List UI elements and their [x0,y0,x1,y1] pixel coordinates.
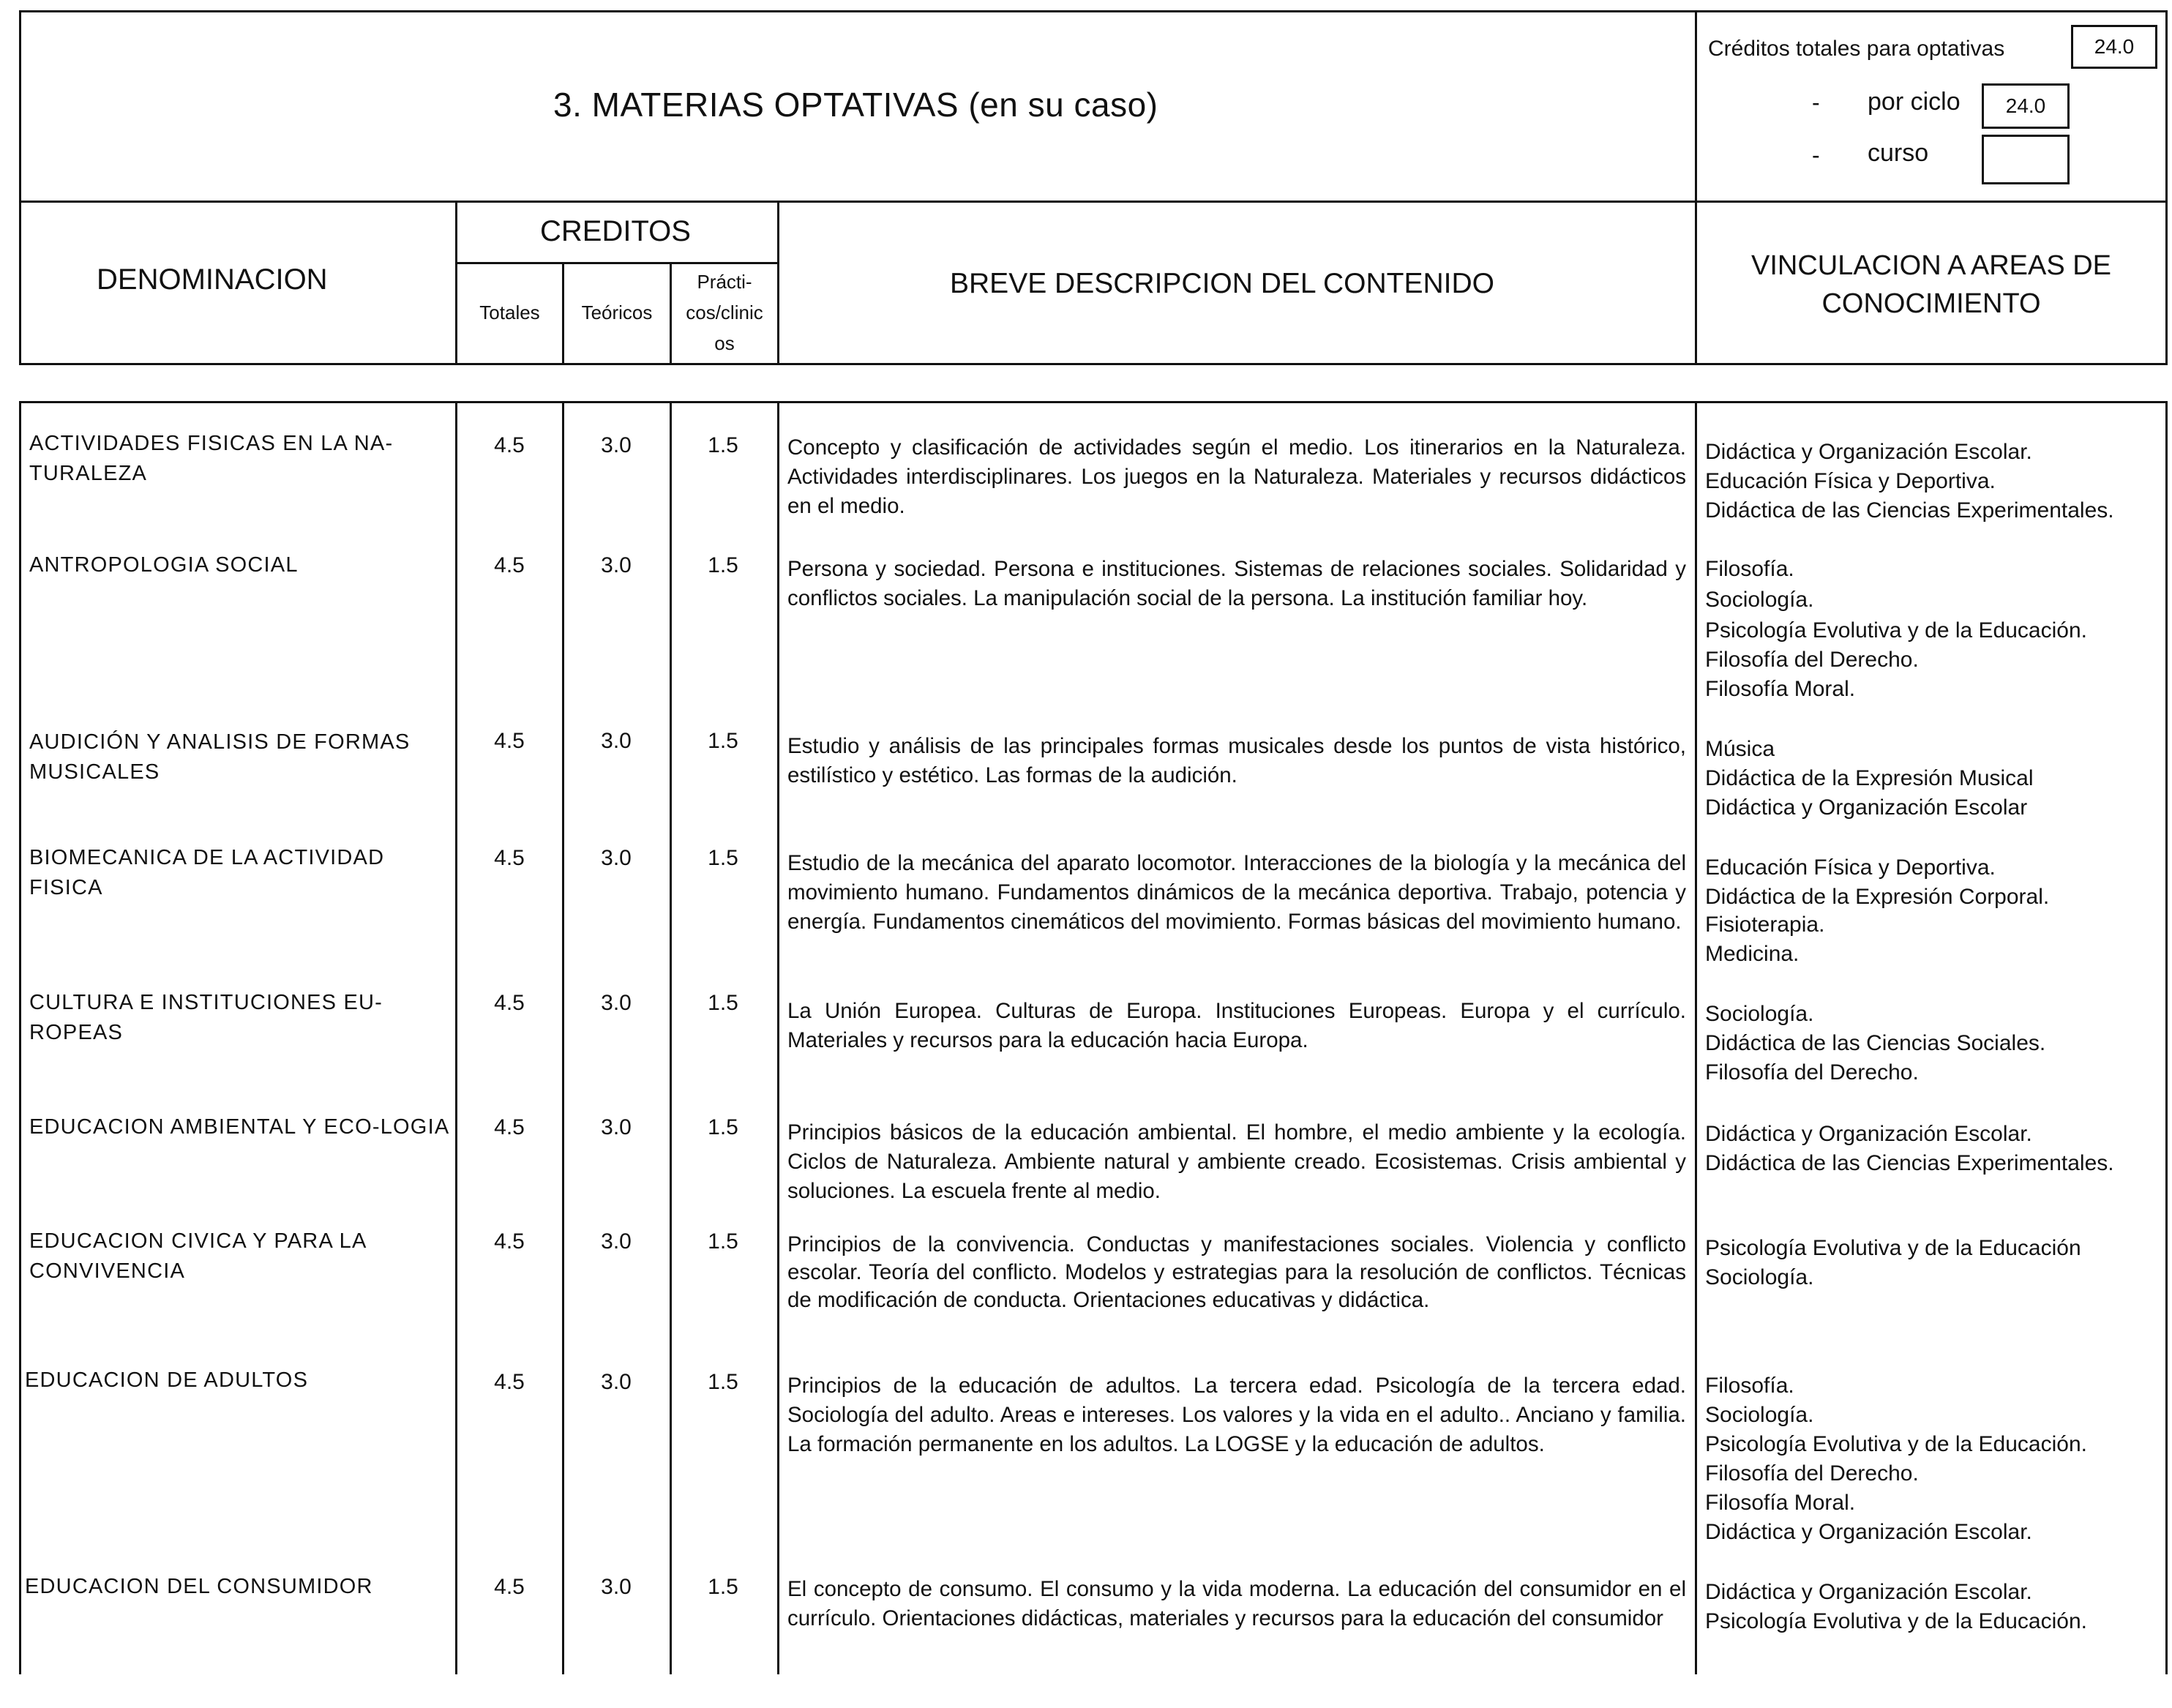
credits-practicos: 1.5 [708,433,738,457]
knowledge-area: Didáctica y Organización Escolar. [1705,1580,2032,1604]
knowledge-area: Filosofía del Derecho. [1705,648,1919,672]
knowledge-area: Filosofía Moral. [1705,677,1856,701]
body-line-totales [455,401,457,1674]
subject-description: Estudio y análisis de las principales formas musicales desde los puntos de vista histórico, estilístico y estético. Las formas de la audición. [787,734,1686,787]
header-divider [19,201,2168,203]
knowledge-area: Psicología Evolutiva y de la Educación. [1705,1432,2087,1456]
header-totales: Totales [479,301,540,323]
knowledge-area: Medicina. [1705,942,1800,966]
subject-description: Concepto y clasificación de actividades según el medio. Los itinerarios en la Naturaleza. Actividades interdisciplinares. Los juegos en la Naturaleza. Materiales y recursos didácticos en el medio. [787,435,1686,518]
body-left-border [19,401,21,1674]
credits-totales: 4.5 [494,729,525,753]
subject-description: Principios de la convivencia. Conductas y manifestaciones sociales. Violencia y conflicto escolar. Teoría del conflicto. Modelos y estrategias para la resolución de conflictos. Técnicas de modificación de conducta. Orientaciones educativas y didáctica. [787,1232,1686,1312]
header-teoricos: Teóricos [581,301,653,323]
section-title: 3. MATERIAS OPTATIVAS (en su caso) [553,86,1158,124]
knowledge-area: Didáctica y Organización Escolar [1705,795,2028,820]
knowledge-area: Filosofía del Derecho. [1705,1461,1919,1486]
header-vinculacion-line1: VINCULACION A AREAS DE [1750,250,2112,281]
credits-totales: 4.5 [494,991,525,1015]
header-creditos: CREDITOS [540,215,691,247]
subject-description: Persona y sociedad. Persona e instituciones. Sistemas de relaciones sociales. Solidaridad y conflictos sociales. La manipulación social de la persona. La institución familiar hoy. [787,557,1686,610]
credits-teoricos: 3.0 [601,1575,632,1599]
body-right-border [2165,401,2168,1674]
body-top [19,401,2168,403]
total-credits-value: 24.0 [2071,25,2157,69]
credits-totales: 4.5 [494,433,525,457]
credits-practicos: 1.5 [708,1370,738,1394]
subject-description: Principios básicos de la educación ambiental. El hombre, el medio ambiente y la ecología. Ciclos de Naturaleza. Ambiente natural y ambiente creado. Ecosistemas. Crisis ambiental y soluciones. La escuela frente al medio. [787,1120,1686,1203]
ciclo-value: 24.0 [1982,83,2070,129]
header-denominacion: DENOMINACION [97,263,328,296]
knowledge-area: Psicología Evolutiva y de la Educación [1705,1236,2081,1260]
subject-name: AUDICIÓN Y ANALISIS DE FORMAS MUSICALES [29,730,411,784]
knowledge-area: Educación Física y Deportiva. [1705,469,1996,493]
header-practicos-line2: cos/clinic [686,301,763,323]
total-credits-label: Créditos totales para optativas [1708,37,2005,61]
creditos-right-line [777,201,779,364]
left-border-top [19,10,21,364]
knowledge-area: Filosofía del Derecho. [1705,1060,1919,1085]
curso-label: curso [1868,139,1929,167]
credits-totales: 4.5 [494,1575,525,1599]
header-practicos-line1: Prácti- [697,271,752,293]
body-line-areas [1695,401,1697,1674]
knowledge-area: Música [1705,737,1775,761]
credits-totales: 4.5 [494,846,525,870]
knowledge-area: Didáctica de las Ciencias Sociales. [1705,1031,2046,1055]
curso-dash: - [1812,142,1820,168]
knowledge-area: Fisioterapia. [1705,913,1825,937]
creditos-left-line [455,201,457,364]
credits-teoricos: 3.0 [601,1370,632,1394]
knowledge-area: Didáctica de la Expresión Corporal. [1705,885,2050,909]
knowledge-area: Sociología. [1705,1002,1814,1026]
subject-description: El concepto de consumo. El consumo y la vida moderna. La educación del consumidor en el currículo. Orientaciones didácticas, materiales y recursos para la educación del consumidor [787,1577,1686,1630]
credits-practicos: 1.5 [708,553,738,577]
credits-practicos: 1.5 [708,1115,738,1139]
knowledge-area: Filosofía. [1705,557,1794,581]
curso-value [1982,135,2070,184]
credits-practicos: 1.5 [708,1229,738,1254]
knowledge-area: Didáctica de las Ciencias Experimentales. [1705,1151,2114,1175]
header-vinculacion-line2: CONOCIMIENTO [1821,288,2041,319]
subject-name: EDUCACION AMBIENTAL Y ECO-LOGIA [29,1115,450,1139]
knowledge-area: Sociología. [1705,1265,1814,1289]
credits-teoricos: 3.0 [601,553,632,577]
knowledge-area: Didáctica de las Ciencias Experimentales. [1705,498,2114,522]
credits-practicos: 1.5 [708,991,738,1015]
credits-practicos: 1.5 [708,846,738,870]
subject-name: EDUCACION CIVICA Y PARA LA CONVIVENCIA [29,1229,366,1283]
knowledge-area: Sociología. [1705,588,1814,612]
header-practicos-line3: os [714,332,735,354]
body-line-practicos [670,401,672,1674]
top-border [19,10,2168,12]
header-bottom [19,363,2168,365]
right-border-top [2165,10,2168,364]
header-descripcion: BREVE DESCRIPCION DEL CONTENIDO [950,268,1495,299]
credits-totales: 4.5 [494,1115,525,1139]
credits-teoricos: 3.0 [601,991,632,1015]
subject-description: Principios de la educación de adultos. La tercera edad. Psicología de la tercera edad. Sociología del adulto. Areas e intereses. Los valores y la vida en el adulto.. Anciano y familia. La formación permanente en los adultos. La LOGSE y la educación de adultos. [787,1374,1686,1456]
credits-teoricos: 3.0 [601,1229,632,1254]
knowledge-area: Filosofía. [1705,1374,1794,1398]
credits-teoricos: 3.0 [601,1115,632,1139]
knowledge-area: Didáctica de la Expresión Musical [1705,766,2034,790]
knowledge-area: Filosofía Moral. [1705,1491,1856,1515]
knowledge-area: Psicología Evolutiva y de la Educación. [1705,618,2087,643]
credits-practicos: 1.5 [708,1575,738,1599]
subject-description: La Unión Europea. Culturas de Europa. Instituciones Europeas. Europa y el currículo. Materiales y recursos para la educación hacia Europa. [787,999,1686,1052]
credits-teoricos: 3.0 [601,433,632,457]
body-line-teoricos [562,401,564,1674]
credits-teoricos: 3.0 [601,846,632,870]
subject-description: Estudio de la mecánica del aparato locomotor. Interacciones de la biología y la mecánica del movimiento humano. Fundamentos dinámicos de la mecánica deportiva. Trabajo, potencia y energía. Fundamentos cinemáticos del movimiento. Formas básicas del movimiento humano. [787,851,1686,934]
knowledge-area: Psicología Evolutiva y de la Educación. [1705,1609,2087,1633]
credits-totales: 4.5 [494,553,525,577]
subject-name: ANTROPOLOGIA SOCIAL [29,553,299,577]
ciclo-dash: - [1812,89,1820,116]
subject-name: CULTURA E INSTITUCIONES EU-ROPEAS [29,991,383,1044]
subject-name: BIOMECANICA DE LA ACTIVIDAD FISICA [29,846,385,899]
knowledge-area: Didáctica y Organización Escolar. [1705,1520,2032,1544]
knowledge-area: Didáctica y Organización Escolar. [1705,440,2032,464]
subject-name: EDUCACION DEL CONSUMIDOR [25,1575,373,1598]
credits-teoricos: 3.0 [601,729,632,753]
credits-totales: 4.5 [494,1370,525,1394]
knowledge-area: Didáctica y Organización Escolar. [1705,1122,2032,1146]
knowledge-area: Educación Física y Deportiva. [1705,855,1996,880]
subject-name: ACTIVIDADES FISICAS EN LA NA-TURALEZA [29,432,394,485]
creditos-sub-line [455,262,779,264]
credits-practicos: 1.5 [708,729,738,753]
body-line-descripcion [777,401,779,1674]
knowledge-area: Sociología. [1705,1403,1814,1427]
subject-name: EDUCACION DE ADULTOS [25,1368,309,1392]
credits-totales: 4.5 [494,1229,525,1254]
ciclo-label: por ciclo [1868,88,1961,116]
